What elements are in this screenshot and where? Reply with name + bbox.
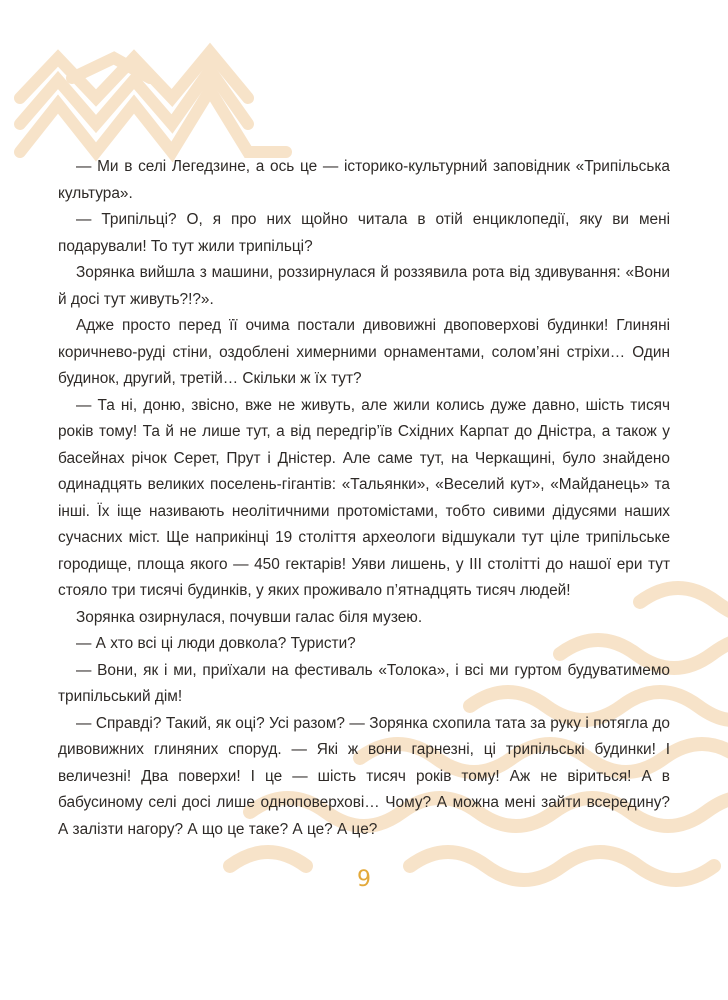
paragraph: Зорянка вийшла з машини, роззирнулася й роззявила рота від здивування: «Вони й досі тут живуть?!?».	[58, 264, 670, 308]
story-text	[58, 154, 670, 843]
paragraph: — Та ні, доню, звісно, вже не живуть, але жили колись дуже давно, шість тисяч років тому! Та й не лише тут, а від передгір’їв Східних Карпат до Дністра, а також у басейнах річок Серет, Прут і Дністер. Але саме тут, на Черкащині, було знайдено одинадцять великих поселень-гігантів: «Тальянки», «Веселий кут», «Майданець» та інші. Їх іще називають неолітичними протомістами, тобто сивими дідусями наших сучасних міст. Ще наприкінці 19 століття археологи відшукали тут ціле трипільське городище, площа якого — 450 гектарів! Уяви лишень, у III столітті до нашої ери тут стояло три тисячі будинків, у яких проживало п’ятнадцять тисяч людей!	[58, 396, 670, 599]
paragraph: Адже просто перед її очима постали дивовижні двоповерхові будинки! Глиняні коричнево-руді стіни, оздоблені химерними орнаментами, солом’яні стріхи… Один будинок, другий, третій… Скільки ж їх тут?	[58, 317, 670, 387]
paragraph: Зорянка озирнулася, почувши галас біля музею.	[76, 608, 423, 626]
paragraph: — Вони, як і ми, приїхали на фестиваль «Толока», і всі ми гуртом будуватимемо трипільський дім!	[58, 661, 670, 705]
paragraph: — Ми в селі Легедзине, а ось це — історико-культурний заповідник «Трипільська культура».	[58, 158, 670, 202]
paragraph: — Справді? Такий, як оці? Усі разом? — Зорянка схопила тата за руку і потягла до дивовижних глиняних споруд. — Які ж вони гарнезні, ці трипільські будинки! І величезні! Два поверхи! І це — шість тисяч років тому! Аж не віриться! А в бабусиному селі досі лише одноповерхові… Чому? А можна мені зайти всередину? А залізти нагору? А що це таке? А це? А це?	[58, 714, 670, 838]
page-number: 9	[357, 867, 371, 892]
paragraph: — А хто всі ці люди довкола? Туристи?	[76, 635, 356, 652]
paragraph: — Трипільці? О, я про них щойно читала в отій енциклопедії, яку ви мені подарували! То тут жили трипільці?	[58, 211, 670, 255]
zigzag-triangle-ornament-icon	[20, 52, 286, 152]
